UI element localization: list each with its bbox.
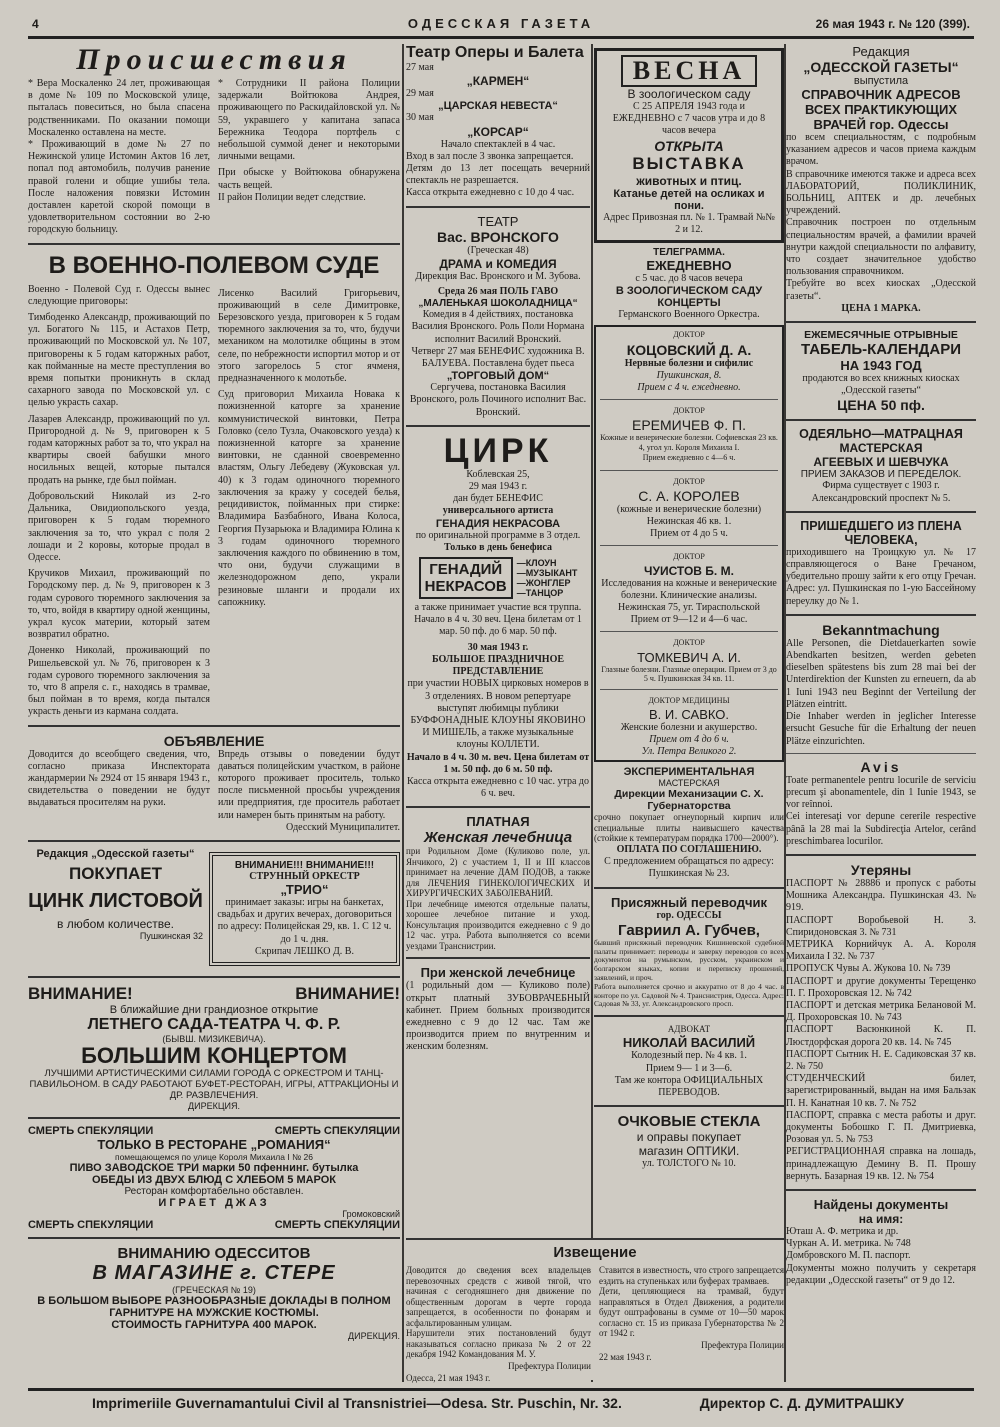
notice-izveshchenie bbox=[406, 1238, 784, 1383]
court-section bbox=[28, 251, 400, 719]
izv-date: 22 мая 1943 г. bbox=[599, 1351, 652, 1362]
zinc-line: Редакция „Одесской газеты“ bbox=[36, 847, 195, 860]
doctor-line: Исследования на кожные и венерические болезни. Клинические анализы. bbox=[601, 577, 777, 601]
column-2 bbox=[406, 44, 590, 1382]
opera-line: Касса открыта ежедневно с 10 до 4 час. bbox=[406, 187, 575, 199]
telegram-line: ТЕЛЕГРАММА. bbox=[653, 247, 725, 259]
vronsky-line: „ТОРГОВЫЙ ДОМ“ bbox=[446, 370, 550, 383]
vronsky-line: ДРАМА и КОМЕДИЯ bbox=[439, 256, 557, 271]
prisoner-line: приходившего на Троицкую ул. № 17 справляющегося о Ване Гречаном, убедительно прошу зайти к его отцу Гречан. Адрес: ул. Пушкинская по 1-ую Бассейному переулку до № 1. bbox=[786, 546, 976, 607]
restaurant-line: Ресторан комфортабельно обставлен. bbox=[124, 1185, 304, 1197]
zinc-line: в любом количестве. bbox=[56, 916, 174, 931]
circus-ad bbox=[406, 433, 590, 800]
page-number: 4 bbox=[32, 17, 39, 31]
calendar-line: ТАБЕЛЬ-КАЛЕНДАРИ bbox=[801, 341, 961, 359]
izv-sign: Префектура Полиции bbox=[701, 1339, 784, 1350]
zinc-ad bbox=[28, 848, 203, 970]
lost-title: Утеряны bbox=[850, 861, 912, 878]
directory-line: ВСЕХ ПРАКТИКУЮЩИХ bbox=[804, 102, 958, 117]
lawyer-line: Там же контора ОФИЦИАЛЬНЫХ ПЕРЕВОДОВ. bbox=[614, 1074, 764, 1098]
doctor-line: Женские болезни и акушерство. bbox=[620, 721, 758, 733]
lawyer-ad bbox=[594, 1023, 784, 1099]
bk-text: Alle Personen, die Dietdauerkarten sowie Abendkarten besitzen, werden gebeten dieselben spätestens bis zum 28 mai bei der Unterdirektion der Kunsten zu erneuern, da ab 1 Iuni 1943 neu Beginnt der Verteilung der Plätzen eintritt. bbox=[786, 637, 976, 710]
court-title: В ВОЕННО-ПОЛЕВОМ СУДЕ bbox=[48, 251, 380, 279]
opera-line: Начало спектаклей в 4 час. bbox=[440, 138, 556, 150]
prisoner-ad bbox=[786, 519, 976, 608]
trio-line: СТРУННЫЙ ОРКЕСТР bbox=[249, 870, 360, 882]
lost-item: ПАСПОРТ и детская метрика Белановой М. Д. Прохоровская 10. № 743 bbox=[786, 999, 976, 1024]
restaurant-line: Громоковский bbox=[342, 1208, 400, 1219]
doctor-line: Ул. Петра Великого 2. bbox=[641, 746, 737, 758]
trio-line: принимает заказы: игры на банкетах, свадьбах и других вечерах, договориться по адресу: Полицейская 29, кв. 1. С 12 ч. до 1 ч. дня. bbox=[217, 896, 392, 945]
doctor-name: КОЦОВСКИЙ Д. А. bbox=[626, 341, 752, 358]
court-text: Военно - Полевой Суд г. Одессы вынес следующие приговоры: bbox=[28, 283, 210, 307]
store-line: ДИРЕКЦИЯ. bbox=[348, 1330, 400, 1341]
opera-line: Детям до 13 лет посещать вечерний спектакль не разрешается. bbox=[406, 163, 590, 187]
incidents-section bbox=[28, 44, 400, 237]
directory-line: СПРАВОЧНИК АДРЕСОВ bbox=[801, 87, 961, 102]
vronsky-line: Комедия в 4 действиях, постановка Василия Вронского. Роль Поли Нормана исполнит Василий Вронский. bbox=[411, 309, 585, 345]
restaurant-line: помещающемся по улице Короля Михаила I № 26 bbox=[114, 1151, 314, 1162]
vronsky-line: Сергучева, постановка Василия Вронского, роль Починого исполнит Вас. Вронский. bbox=[409, 382, 587, 418]
trio-line: Скрипач ЛЕШКО Д. В. bbox=[255, 945, 354, 957]
trio-line: „ТРИО“ bbox=[280, 881, 329, 897]
lawyer-line: Колодезный пер. № 4 кв. 1. bbox=[631, 1050, 747, 1062]
telegram-ad bbox=[594, 247, 784, 321]
court-text: Тимбоденко Александр, проживающий по ул. Богатого № 115, и Астахов Петр, проживающий по Московской ул. № 107, приговорены к 5 годам каторжных работ, как пойманные на месте преступления во время попытки проникнуть в склад сахарного завода по Московской ул. с целью украсть сахар. bbox=[28, 312, 210, 409]
opera-line: Вход в зал после 3 звонка запрещается. bbox=[406, 150, 574, 162]
column-divider bbox=[402, 44, 404, 1382]
workshop-line: срочно покупает огнеупорный кирпич или специальные плиты наивысшего качества (стойкие к температурам порядка 1700—2000°). bbox=[594, 812, 784, 844]
workshop-line: МАСТЕРСКАЯ bbox=[658, 778, 720, 789]
directory-line: ЦЕНА 1 МАРКА. bbox=[841, 302, 921, 314]
opera-ad bbox=[406, 44, 590, 200]
vronsky-line: (Греческая 48) bbox=[467, 244, 529, 256]
garden-line: (БЫВШ. МИЗИКЕВИЧА). bbox=[162, 1033, 266, 1044]
doctor-line: Глазные болезни. Глазные операции. Прием от 3 до 5 ч. Пушкинская 34 кв. 11. bbox=[601, 664, 777, 684]
circus-line: —ТАНЦОР bbox=[516, 588, 564, 599]
optics-line: и оправы покупает bbox=[636, 1130, 742, 1145]
incidents-title: Происшествия bbox=[76, 44, 352, 76]
clinic-line: при Родильном Доме (Куликово поле, ул. Янчикого, 2) с участием 1, II и III классов принимает на лечение ДАМ ПОДОВ, а также для ЛЕЧЕНИЯ ГИНЕКОЛОГИЧЕСКИХ И ХИРУРГИЧЕСКИХ ЗАБОЛЕВАНИЙ. bbox=[406, 846, 590, 899]
prisoner-line: ПРИШЕДШЕГО ИЗ ПЛЕНА bbox=[800, 518, 962, 533]
izv-text: Ставится в известность, что строго запрещается ездить на ступеньках или буферах трамваев. bbox=[599, 1265, 784, 1286]
lawyer-line: НИКОЛАЙ ВАСИЛИЙ bbox=[622, 1035, 756, 1051]
spec-slogan: СМЕРТЬ СПЕКУЛЯЦИИ bbox=[28, 1124, 154, 1137]
telegram-line: В ЗООЛОГИЧЕСКОМ САДУ bbox=[615, 285, 763, 298]
doctor-line: Прием от 4 до 5 ч. bbox=[650, 528, 728, 540]
lost-item: ПАСПОРТ Васюнкиной К. П. Люстдорфская дорога 20 кв. 14. № 745 bbox=[786, 1024, 976, 1048]
store-line: ВНИМАНИЮ ОДЕССИТОВ bbox=[117, 1244, 311, 1262]
doctors-list bbox=[594, 325, 784, 762]
lost-documents bbox=[786, 862, 976, 1183]
spec-slogan: СМЕРТЬ СПЕКУЛЯЦИИ bbox=[28, 1218, 154, 1231]
garden-line: ЛЕТНЕГО САДА-ТЕАТРА Ч. Ф. Р. bbox=[87, 1015, 341, 1033]
doctor-line: Прием от 4 до 6 ч. bbox=[649, 734, 729, 746]
lost-item: МЕТРИКА Корнийчук А. А. Короля Михаила I 32. № 737 bbox=[786, 938, 976, 963]
optics-line: ОЧКОВЫЕ СТЕКЛА bbox=[617, 1113, 761, 1131]
directory-line: В справочнике имеются также и адреса всех ЛАБОРАТОРИЙ, ПОЛИКЛИНИК, БОЛЬНИЦ, АПТЕК и др. лечебных учреждений. bbox=[786, 168, 976, 217]
store-line: СТОИМОСТЬ ГАРНИТУРА 400 МАРОК. bbox=[111, 1318, 317, 1331]
notice-text: Впредь отзывы о поведении будут даваться полицейским участком, в районе которого проживает проситель, только после письменной просьбы учреждения или предприятия, где проситель работает или намерен быть принятым на работу. bbox=[218, 748, 400, 821]
quilt-line: ОДЕЯЛЬНО—МАТРАЦНАЯ bbox=[799, 427, 963, 442]
directory-line: Требуйте во всех киосках „Одесской газеты“. bbox=[786, 278, 976, 302]
lawyer-line: Прием 9— 1 и 3—6. bbox=[645, 1062, 733, 1074]
circus-line: ЦИРК bbox=[443, 431, 553, 470]
vronsky-line: Дирекция Вас. Вронского и М. Зубова. bbox=[415, 270, 581, 282]
quilt-ad bbox=[786, 427, 976, 504]
lawyer-line: АДВОКАТ bbox=[667, 1024, 711, 1035]
zinc-line: Пушкинская 32 bbox=[139, 930, 203, 941]
court-text: Лисенко Василий Григорьевич, проживающий в селе Димитровке, Березовского уезда, приговорен к 5 годам тюремного заключения за то, что, будучи механиком на молотилке общины в этом селе, по небрежности испортил мотор и от этого загорелось 5 стог ячменя, предназначенного к молотьбе. bbox=[218, 287, 400, 385]
avis-text: Cei interesaţi vor depune cererile respective până la 28 mai la Subdirecţia Artelor, cerând preschimbarea locurilor. bbox=[786, 811, 976, 847]
quilt-line: ПРИЕМ ЗАКАЗОВ И ПЕРЕДЕЛОК. bbox=[800, 469, 962, 481]
court-text: Добровольский Николай из 2-го Дальника, Овидиопольского уезда, приговорен к 5 годам тюремного заключения за то, что украл с поля 2 лошади и 2 коровы, которые продал в Одессе. bbox=[28, 490, 210, 563]
calendar-line: ЕЖЕМЕСЯЧНЫЕ ОТРЫВНЫЕ bbox=[804, 329, 958, 342]
circus-line: —МУЗЫКАНТ bbox=[516, 568, 578, 579]
telegram-line: ЕЖЕДНЕВНО bbox=[646, 258, 732, 274]
column-divider bbox=[591, 44, 593, 1382]
garden-ad bbox=[28, 984, 400, 1111]
spring-line: ВЕСНА bbox=[632, 56, 746, 85]
circus-line: Только в день бенефиса bbox=[444, 541, 552, 553]
circus-line: при участии НОВЫХ цирковых номеров в 3 отделениях. В новом репертуаре выступят любимцы публики БУФФОНАДНЫЕ КЛОУНЫ ЯКОВИНО И МИШЕЛЬ, а также музыкальные клоуны КОЛЛЕТИ. bbox=[407, 678, 589, 751]
store-line: В МАГАЗИНЕ г. СТЕРЕ bbox=[92, 1261, 336, 1284]
spring-line: ОТКРЫТА bbox=[654, 137, 724, 154]
workshop-line: С предложением обращаться по адресу: Пушкинская № 23. bbox=[604, 856, 774, 880]
calendar-line: ЦЕНА 50 пф. bbox=[837, 397, 925, 414]
doctor-label: ДОКТОР МЕДИЦИНЫ bbox=[648, 695, 730, 705]
lost-item: РЕГИСТРАЦИОННАЯ справка на лошадь, принадлежащую Демину В. П. Прошу вернуть. Базарная 19 кв. 12. № 754 bbox=[786, 1146, 976, 1182]
izv-text: Доводится до сведения всех владельцев перевозочных средств с живой тягой, что начиная с сегодняшнего дня движение по общественным дорогам в черте города запрещается, в особенности по фонарям и асфальтированным улицам. bbox=[406, 1265, 591, 1328]
found-item: Домбровского М. П. паспорт. bbox=[786, 1250, 911, 1262]
directory-line: по всем специальностям, с подробным указанием адресов и часов приема каждым врачом. bbox=[786, 132, 976, 168]
spec-slogan: СМЕРТЬ СПЕКУЛЯЦИИ bbox=[274, 1218, 400, 1231]
circus-line: БОЛЬШОЕ ПРАЗДНИЧНОЕ ПРЕДСТАВЛЕНИЕ bbox=[431, 653, 565, 678]
circus-line: —КЛОУН bbox=[516, 558, 557, 569]
circus-line: Коблевская 25, bbox=[466, 468, 530, 480]
garden-line: ЛУЧШИМИ АРТИСТИЧЕСКИМИ СИЛАМИ ГОРОДА С ОРКЕСТРОМ И ТАНЦ-ПАВИЛЬОНОМ. В САДУ РАБОТАЮТ БУФЕТ-РЕСТОРАН, ИГРЫ, АТТРАКЦИОНЫ И ДР. РАЗВЛЕЧЕНИЯ. bbox=[29, 1067, 399, 1101]
womens-clinic-ad bbox=[406, 814, 590, 951]
translator-line: Гавриил А. Губчев, bbox=[618, 921, 760, 939]
doctor-label: ДОКТОР bbox=[673, 638, 705, 648]
restaurant-line: ПИВО ЗАВОДСКОЕ ТРИ марки 50 пфеннинг. бутылка bbox=[69, 1161, 359, 1174]
circus-line: ГЕНАДИЯ НЕКРАСОВА bbox=[435, 517, 561, 530]
circus-line: универсального артиста bbox=[442, 505, 554, 517]
opera-line: Театр Оперы и Балета bbox=[406, 44, 584, 61]
zinc-line: ПОКУПАЕТ bbox=[68, 863, 163, 883]
doctor-name: ЕРЕМИЧЕВ Ф. П. bbox=[631, 417, 746, 434]
optics-line: магазин ОПТИКИ. bbox=[638, 1144, 740, 1159]
izv-date: Одесса, 21 мая 1943 г. bbox=[406, 1372, 491, 1383]
doctor-line: Кожные и венерические болезни. Софиевская 23 кв. 4, угол ул. Короля Михаила I. bbox=[600, 433, 778, 452]
court-text: Доненко Николай, проживающий по Ришельевской ул. № 76, приговорен к 3 годам сурового тюремного заключения за то, что 8 апреля с. г., находясь в трамвае, был пойман в то время, когда пытался украсть деньги из кармана солдата. bbox=[28, 645, 210, 718]
directory-line: Справочник построен по отдельным специальностям врачей, а фамилии врачей внутри каждой специальности по алфавиту, что создает значительное удобство пользования справочником. bbox=[786, 217, 976, 278]
opera-line: „КАРМЕН“ bbox=[466, 74, 530, 89]
court-text: Лазарев Александр, проживающий по ул. Пригородной д. № 9, приговорен к 5 годам каторжных работ за то, что украл на квартиры своей бабушки много носильных вещей, которые пытался продать на рынке, где был пойман. bbox=[28, 413, 210, 486]
doctor-line: (кожные и венерические болезни) bbox=[616, 503, 762, 515]
opera-line: „КОРСАР“ bbox=[467, 124, 529, 139]
issue-date: 26 мая 1943 г. № 120 (399). bbox=[815, 17, 970, 31]
dental-line: При женской лечебнице bbox=[420, 965, 576, 981]
doctor-line: Прием с 4 ч. ежедневно. bbox=[637, 382, 741, 394]
opera-line: „ЦАРСКАЯ НЕВЕСТА“ bbox=[438, 100, 558, 113]
circus-line: —ЖОНГЛЕР bbox=[516, 578, 571, 589]
lost-item: ПАСПОРТ, справка с места работы и друг. документы Бобошко Г. П. Дмитриевка, Розовая ул. 5. № 753 bbox=[786, 1109, 976, 1146]
garden-line: ВНИМАНИЕ! bbox=[295, 983, 400, 1003]
notice-title: ОБЪЯВЛЕНИЕ bbox=[163, 732, 265, 749]
circus-line: НЕКРАСОВ bbox=[424, 578, 507, 596]
found-documents bbox=[786, 1197, 976, 1287]
vronsky-line: ТЕАТР bbox=[477, 213, 519, 229]
found-item: Чуркан А. И. метрика. № 748 bbox=[786, 1238, 911, 1250]
vronsky-line: Четверг 27 мая БЕНЕФИС художника В. БАЛУЕВА. Поставлена будет пьеса bbox=[411, 345, 585, 370]
workshop-ad bbox=[594, 766, 784, 880]
trio-line: ВНИМАНИЕ!!! ВНИМАНИЕ!!! bbox=[234, 859, 375, 871]
prisoner-line: ЧЕЛОВЕКА, bbox=[844, 532, 918, 547]
opera-line: 29 мая bbox=[406, 88, 434, 100]
doctor-name: ЧУИСТОВ Б. М. bbox=[644, 563, 734, 578]
translator-line: бывший присяжный переводчик Кишиневской судебной палаты принимает: переводы и заверку переводов со всех документов на румынском, русском, украинском и болгарском языках, копии и переписку прошений, заявлений, и проч. bbox=[594, 937, 784, 982]
quilt-line: Фирма существует с 1903 г. bbox=[822, 480, 940, 492]
translator-line: Работа выполняется срочно и аккуратно от 8 до 4 час. в конторе по ул. Садовой № 4. Транснистрия, Одесса. Адрес: Садовая № 33, уг. Александровского просп. bbox=[594, 981, 784, 1009]
circus-line: а также принимает участие вся труппа. bbox=[414, 602, 582, 614]
avis-text: Toate permanentele pentru locurile de serviciu precum şi abonamentele, din 1 Iunie 1943, se vor reînnoi. bbox=[786, 774, 976, 811]
vronsky-ad bbox=[406, 214, 590, 419]
director-info: Директор С. Д. ДУМИТРАШКУ bbox=[699, 1395, 904, 1411]
izv-sign: Префектура Полиции bbox=[508, 1360, 591, 1371]
doctor-label: ДОКТОР bbox=[673, 406, 705, 416]
page-header bbox=[28, 14, 974, 39]
doctor-name: ТОМКЕВИЧ А. И. bbox=[637, 649, 741, 665]
lost-item: СТУДЕНЧЕСКИЙ билет, зарегистрированный, выдан на имя Бальзак П. Н. Канатная 10 кв. 7. № 752 bbox=[786, 1073, 976, 1109]
calendar-line: продаются во всех книжных киосках „Одесской газеты“ bbox=[802, 373, 960, 397]
doctor-label: ДОКТОР bbox=[673, 476, 705, 486]
vronsky-line: Вас. ВРОНСКОГО bbox=[437, 228, 559, 245]
column-3 bbox=[594, 44, 784, 1382]
restaurant-ad bbox=[28, 1125, 400, 1231]
notice-section bbox=[28, 733, 400, 834]
circus-line: 29 мая 1943 г. bbox=[468, 481, 528, 493]
spring-line: С 25 АПРЕЛЯ 1943 года и ЕЖЕДНЕВНО с 7 часов утра и до 8 часов вечера bbox=[612, 101, 766, 137]
dental-line: (1 родильный дом — Куликово поле) открыт платный ЗУБОВРАЧЕБНЫЙ кабинет. Прием больных производится ежедневно с 9 до 12 час. Там же производится прием по внутренним и женским болезням. bbox=[406, 980, 590, 1053]
zinc-line: ЦИНК ЛИСТОВОЙ bbox=[28, 889, 203, 912]
lost-item: ПАСПОРТ № 28886 и пропуск с работы Мошника Александра. Пушкинская 43. № 919. bbox=[786, 877, 976, 914]
lost-item: ПРОПУСК Чувы А. Жукова 10. № 739 bbox=[786, 963, 951, 975]
workshop-line: ЭКСПЕРИМЕНТАЛЬНАЯ bbox=[623, 766, 755, 779]
found-item: Документы можно получить у секретаря редакции „Одесской газеты“ от 9 до 12. bbox=[786, 1262, 976, 1286]
translator-line: Присяжный переводчик bbox=[610, 894, 767, 910]
optics-line: ул. ТОЛСТОГО № 10. bbox=[642, 1158, 736, 1170]
avis-title: Avis bbox=[860, 758, 902, 775]
directory-line: „ОДЕССКОЙ ГАЗЕТЫ“ bbox=[803, 59, 959, 75]
column-1 bbox=[28, 44, 400, 1382]
circus-line: дан будет БЕНЕФИС bbox=[453, 493, 543, 505]
translator-line: гор. ОДЕССЫ bbox=[656, 909, 722, 921]
opera-line: 30 мая bbox=[406, 112, 434, 124]
bekanntmachung bbox=[786, 622, 976, 748]
incident-text: II район Полиции ведет следствие. bbox=[218, 191, 366, 203]
newspaper-title: ОДЕССКАЯ ГАЗЕТА bbox=[407, 16, 595, 31]
clinic-line: Женская лечебница bbox=[423, 829, 573, 847]
izv-text: Нарушители этих постановлений будут наказываться согласно приказа № 2 от 22 декабря 1942 Командования М. У. bbox=[406, 1328, 591, 1359]
calendar-line: НА 1943 ГОД bbox=[840, 358, 922, 374]
avis bbox=[786, 759, 976, 848]
doctor-line: Прием от 9—12 и 4—6 час. bbox=[630, 614, 748, 626]
lost-item: ПАСПОРТ Воробьевой Н. З. Спиридоновская 3. № 731 bbox=[786, 914, 976, 938]
circus-line: Начало в 4 ч. 30 веч. Цена билетам от 1 мар. 50 пф. до 6 мар. 50 пф. bbox=[414, 614, 582, 638]
lost-item: ПАСПОРТ и другие документы Терещенко П. Г. Прохоровская 12. № 742 bbox=[786, 975, 976, 999]
store-line: В БОЛЬШОМ ВЫБОРЕ РАЗНООБРАЗНЫЕ ДОКЛАДЫ В ПОЛНОМ ГАРНИТУРЕ НА МУЖСКИЕ КОСТЮМЫ. bbox=[37, 1294, 391, 1319]
spring-line: Катанье детей на осликах и пони. bbox=[613, 187, 765, 212]
izv-text: Дети, цепляющиеся на трамвай, будут направляться в Отдел Движения, а родители будут оштрафованы в сумме от 10—50 марок согласно ст. 15 из приказа Губернаторства № 2 от 1942 г. bbox=[599, 1286, 784, 1338]
doctor-line: Нежинская 75, уг. Тираспольской bbox=[618, 602, 760, 614]
optics-ad bbox=[594, 1113, 784, 1170]
lost-item: ПАСПОРТ Сытник Н. Е. Садиковская 37 кв. 2. № 750 bbox=[786, 1048, 976, 1072]
printer-info: Imprimeriile Guvernamantului Civil al Transnistriei—Odesa. Str. Puschin, Nr. 32. bbox=[92, 1395, 622, 1411]
spring-line: животных и птиц. bbox=[636, 173, 742, 188]
workshop-line: ОПЛАТА ПО СОГЛАШЕНИЮ. bbox=[616, 843, 762, 855]
quilt-line: Александровский проспект № 5. bbox=[811, 492, 951, 504]
circus-line: 30 мая 1943 г. bbox=[467, 641, 529, 653]
store-line: (ГРЕЧЕСКАЯ № 19) bbox=[172, 1284, 256, 1295]
vronsky-line: „МАЛЕНЬКАЯ ШОКОЛАДНИЦА“ bbox=[418, 298, 578, 310]
notice-text: Доводится до всеобщего сведения, что, согласно приказа Инспектората жандармерии № 2924 от 15 января 1943 г., свидетельства о поведении не будут выдаваться просителям на руки. bbox=[28, 748, 210, 809]
telegram-line: Германского Военного Оркестра. bbox=[618, 309, 760, 321]
trio-ad bbox=[209, 852, 400, 966]
garden-line: В ближайшие дни грандиозное открытие bbox=[109, 1003, 319, 1016]
court-text: Суд приговорил Михаила Новака к пожизненной каторге за хранение коммунистической винтовки, Петра Головко (село Тузла, Очаковского уезда) к пожизненной каторге за хранение винтовки, не сданной своевременно властям, Ольгу Лебедеву (Жуковская ул. 40) к 3 годам одиночного тюремного заключения за кражу у соседей белья, рецидивисток, пойманных при стирке: Владимира Базбабного, Ивана Колоса, Георгия Пузарьюка и Владимира Юлина к 3 годам одиночного тюремного заключения каждого по обвинению в том, что они, будучи служащими в железнодорожном депо, украли резиновые шланги и продали их сапожнику. bbox=[218, 389, 400, 608]
incident-text: * Вера Москаленко 24 лет, проживающая в доме № 109 по Московской улице, пыталась повеситься, но была спасена родственниками. По оказании помощи Москаленко оставлена на месте. bbox=[28, 78, 210, 138]
calendar-ad bbox=[786, 329, 976, 413]
garden-line: БОЛЬШИМ КОНЦЕРТОМ bbox=[81, 1042, 347, 1068]
spring-line: Адрес Привозная пл. № 1. Трамвай №№ 2 и 12. bbox=[603, 211, 775, 235]
telegram-line: с 5 час. до 8 часов вечера bbox=[635, 273, 743, 285]
court-text: Кручиков Михаил, проживающий по Городскому пер. д. № 9, приговорен к 3 годам сурового тюремного заключения за то, что, войдя в квартиру одной женщины, украл кусок материи, который затем возвратил обратно. bbox=[28, 568, 210, 641]
doctor-label: ДОКТОР bbox=[673, 552, 705, 562]
restaurant-line: ИГРАЕТ ДЖАЗ bbox=[158, 1196, 270, 1209]
doctor-label: ДОКТОР bbox=[673, 330, 705, 340]
bk-text: Die Inhaber werden in jeglicher Interesse ersucht Gesuche für die Erhaltung der neuen Plätze einzurichten. bbox=[786, 711, 976, 747]
spring-line: ВЫСТАВКА bbox=[632, 153, 746, 173]
translator-ad bbox=[594, 895, 784, 1010]
page-footer bbox=[28, 1388, 974, 1415]
workshop-line: Дирекции Механизации С. Х. Губернаторства bbox=[614, 788, 764, 813]
garden-line: ДИРЕКЦИЯ. bbox=[188, 1100, 240, 1111]
quilt-line: АГЕЕВЫХ И ШЕВЧУКА bbox=[813, 455, 949, 470]
directory-line: Редакция bbox=[852, 44, 910, 59]
notice-signature: Одесский Муниципалитет. bbox=[286, 821, 400, 833]
garden-line: ВНИМАНИЕ! bbox=[28, 983, 133, 1003]
doctor-line: Нежинская 46 кв. 1. bbox=[646, 516, 732, 528]
doctor-name: В. И. САВКО. bbox=[648, 706, 730, 722]
telegram-line: КОНЦЕРТЫ bbox=[657, 297, 721, 310]
doctor-line: Пушкинская, 8. bbox=[656, 369, 722, 381]
found-title: Найдены документы bbox=[813, 1197, 949, 1212]
doctor-name: С. А. КОРОЛЕВ bbox=[638, 487, 740, 504]
found-subtitle: на имя: bbox=[858, 1212, 904, 1226]
clinic-line: При лечебнице имеются отдельные палаты, хорошее лечебное питание и уход. Консультация производится ежедневно с 9 до 12 час. утра. Работа выполняется со всеми уездами Транснистрии. bbox=[406, 898, 590, 951]
restaurant-line: ОБЕДЫ ИЗ ДВУХ БЛЮД С ХЛЕБОМ 5 МАРОК bbox=[91, 1173, 337, 1186]
directory-ad bbox=[786, 44, 976, 315]
izv-title: Извещение bbox=[553, 1244, 637, 1261]
opera-line: 27 мая bbox=[406, 62, 434, 73]
column-4 bbox=[786, 44, 976, 1382]
store-ad bbox=[28, 1245, 400, 1341]
circus-line: ГЕНАДИЙ bbox=[429, 561, 503, 579]
incident-text: * Сотрудники II района Полиции задержали Войтюкова Андрея, проживающего по Раскидайловской ул. № 59, укравшего у капитана запаса Бережника Теодора портфель с небольшой суммой денег и некоторыми личными вещами. bbox=[218, 78, 400, 163]
doctor-line: Прием ежедневно с 4—6 ч. bbox=[642, 453, 736, 463]
circus-line: Касса открыта ежедневно с 10 час. утра до 6 ч. веч. bbox=[407, 775, 589, 800]
circus-line: по оригинальной программе в 3 отдел. bbox=[415, 529, 581, 541]
incident-text: При обыске у Войтюкова обнаружена часть вещей. bbox=[218, 167, 400, 191]
clinic-line: ПЛАТНАЯ bbox=[466, 814, 530, 830]
circus-line: Начало в 4 ч. 30 м. веч. Цена билетам от 1 м. 50 пф. до 6 м. 50 пф. bbox=[406, 751, 590, 775]
directory-line: выпустила bbox=[853, 75, 909, 87]
bk-title: Bekanntmachung bbox=[822, 621, 940, 638]
spec-slogan: СМЕРТЬ СПЕКУЛЯЦИИ bbox=[274, 1124, 400, 1137]
restaurant-line: ТОЛЬКО В РЕСТОРАНЕ „РОМАНИЯ“ bbox=[97, 1136, 331, 1152]
spring-line: В зоологическом саду bbox=[627, 87, 751, 101]
directory-line: ВРАЧЕЙ гор. Одессы bbox=[813, 117, 949, 132]
found-item: Юташ А. Ф. метрика и др. bbox=[786, 1226, 899, 1237]
spring-zoo-ad bbox=[594, 48, 784, 243]
dental-ad bbox=[406, 965, 590, 1053]
vronsky-line: Среда 26 мая ПОЛЬ ГАВО bbox=[437, 286, 559, 298]
doctor-line: Нервные болезни и сифилис bbox=[624, 357, 754, 369]
quilt-line: МАСТЕРСКАЯ bbox=[839, 441, 923, 456]
incident-text: * Проживающий в доме № 27 по Нежинской улице Истомин Актов 16 лет, попал под автомобиль, получив ранение правой голени и общие ушибы тела. После наложения повязки Истомин доставлен каретой скорой помощи в удовлетворительном состоянии во 2-ю городскую больницу. bbox=[28, 139, 210, 236]
